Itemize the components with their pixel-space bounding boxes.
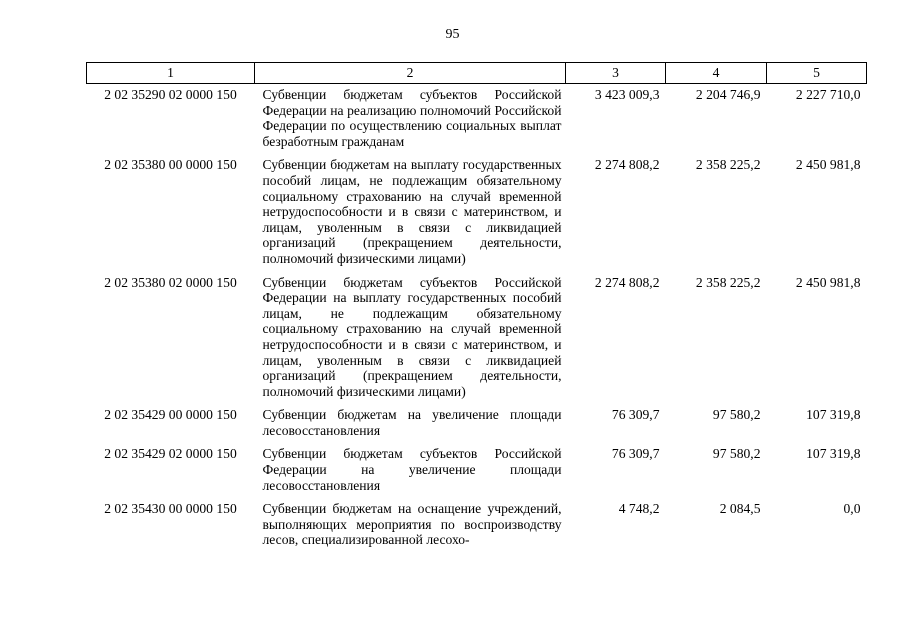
column-header-3: 3	[566, 63, 666, 84]
budget-code: 2 02 35380 02 0000 150	[104, 274, 237, 290]
budget-code: 2 02 35429 00 0000 150	[104, 407, 237, 423]
value-col-4: 97 580,2	[712, 446, 761, 462]
item-name: Субвенции бюджетам субъектов Российской Федерации на выплату государственных пособий лицам, не подлежащим обязательному социальному страхованию на случай временной нетрудоспособности и в связи с материнством, и лицам, уволенным в связи с ликвидацией организаций (прекращением деятельности, полномочий физическими лицами)	[262, 274, 562, 399]
column-header-1: 1	[87, 63, 255, 84]
value-col-3: 4 748,2	[618, 501, 660, 517]
budget-code: 2 02 35430 00 0000 150	[104, 501, 237, 517]
value-col-5: 2 227 710,0	[795, 87, 861, 102]
value-col-5: 107 319,8	[806, 446, 861, 462]
table-row	[87, 496, 867, 551]
item-name: Субвенции бюджетам субъектов Российской Федерации на реализацию полномочий Российской Федерации по осуществлению социальных выплат безработным гражданам	[262, 87, 562, 149]
header-row	[87, 63, 867, 84]
budget-table	[86, 62, 867, 551]
table-header	[87, 63, 867, 84]
page-number: 95	[445, 27, 460, 42]
value-col-3: 2 274 808,2	[594, 274, 660, 290]
value-col-5: 107 319,8	[806, 407, 861, 423]
column-header-4: 4	[666, 63, 767, 84]
table-row	[87, 441, 867, 496]
item-name: Субвенции бюджетам на увеличение площади лесовосстановления	[262, 407, 562, 438]
item-name: Субвенции бюджетам на выплату государственных пособий лицам, не подлежащим обязательному социальному страхованию на случай временной нетрудоспособности и в связи с материнством, и лицам, уволенным в связи с ликвидацией организаций (прекращением деятельности, полномочий физическими лицами)	[262, 157, 562, 266]
value-col-3: 76 309,7	[611, 407, 660, 423]
table-row	[87, 152, 867, 269]
item-name: Субвенции бюджетам на оснащение учреждений, выполняющих мероприятия по воспроизводству лесов, специализированной лесохо-	[262, 501, 562, 548]
table-row	[87, 270, 867, 403]
value-col-3: 3 423 009,3	[594, 87, 660, 102]
value-col-4: 2 358 225,2	[695, 274, 761, 290]
table-body	[87, 84, 867, 552]
budget-code: 2 02 35290 02 0000 150	[104, 87, 237, 102]
value-col-5: 0,0	[843, 501, 861, 517]
value-col-4: 2 084,5	[719, 501, 761, 517]
item-name: Субвенции бюджетам субъектов Российской Федерации на увеличение площади лесовосстановления	[262, 446, 562, 493]
value-col-3: 76 309,7	[611, 446, 660, 462]
table-row	[87, 402, 867, 441]
value-col-4: 2 204 746,9	[695, 87, 761, 102]
value-col-5: 2 450 981,8	[795, 157, 861, 173]
budget-code: 2 02 35380 00 0000 150	[104, 157, 237, 173]
budget-code: 2 02 35429 02 0000 150	[104, 446, 237, 462]
value-col-3: 2 274 808,2	[594, 157, 660, 173]
table-row	[87, 84, 867, 153]
column-header-2: 2	[255, 63, 566, 84]
value-col-5: 2 450 981,8	[795, 274, 861, 290]
value-col-4: 2 358 225,2	[695, 157, 761, 173]
column-header-5: 5	[767, 63, 867, 84]
value-col-4: 97 580,2	[712, 407, 761, 423]
